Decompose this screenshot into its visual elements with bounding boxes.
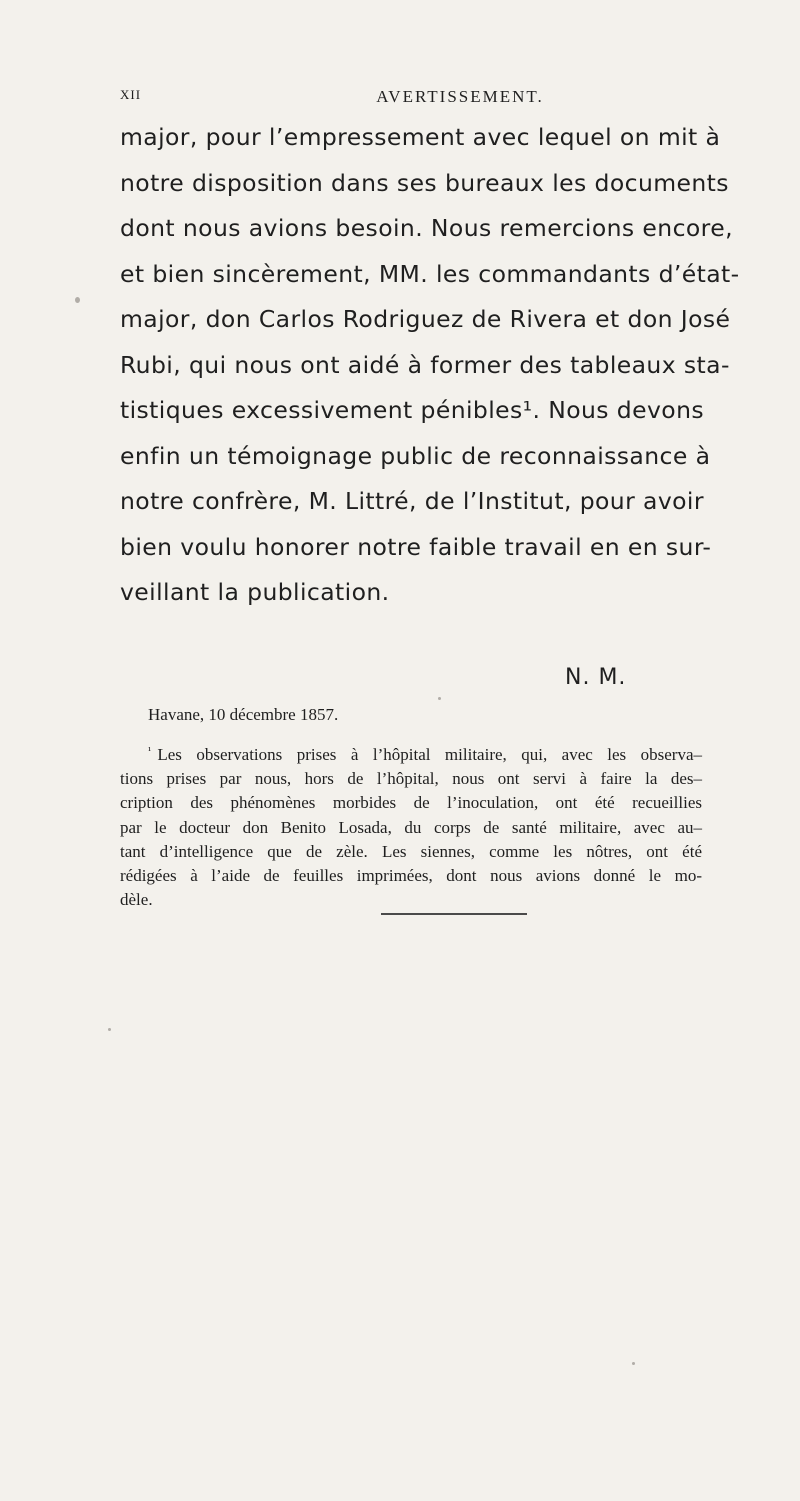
paper-speck [438,697,441,700]
paper-speck [632,1362,635,1365]
running-title: AVERTISSEMENT. [376,87,544,106]
body-line: major, don Carlos Rodriguez de Rivera et don José [120,305,731,333]
running-head [120,87,680,111]
place-date: Havane, 10 décembre 1857. [148,705,339,724]
body-line: tistiques excessivement pénibles¹. Nous devons [120,396,705,424]
footnote-line: tions prises par nous, hors de l’hôpital, nous ont servi à faire la des– [120,769,702,789]
body-line: veillant la publication. [120,578,390,606]
footnote-line: tant d’intelligence que de zèle. Les siennes, comme les nôtres, ont été [120,841,702,861]
body-line: bien voulu honorer notre faible travail en en sur- [120,532,712,561]
footnote-line [120,743,702,767]
body-line: major, pour l’empressement avec lequel on mit à [120,123,721,151]
footnote [120,743,702,912]
footnote-line: cription des phénomènes morbides de l’inoculation, ont été recueillies [120,793,702,813]
footnote-line-text: Les observations prises à l’hôpital militaire, qui, avec les observa– [157,745,702,764]
body-line: notre disposition dans ses bureaux les documents [120,168,729,197]
footnote-line: par le docteur don Benito Losada, du corps de santé militaire, avec au– [120,817,702,837]
end-rule [381,913,527,915]
page-number: XII [120,87,142,102]
signature: N. M. [565,665,627,690]
footnote-marker: ¹ [148,745,152,757]
footnote-line: rédigées à l’aide de feuilles imprimées, dont nous avions donné le mo- [120,865,702,885]
body-line: Rubi, qui nous ont aidé à former des tableaux sta- [120,350,730,379]
body-text [120,116,740,617]
body-line: et bien sincèrement, MM. les commandants d’état- [120,259,740,288]
footnote-line: dèle. [120,890,153,910]
paper-speck [75,297,80,303]
paper-speck [108,1028,111,1031]
body-line: dont nous avions besoin. Nous remercions encore, [120,214,733,242]
body-line: enfin un témoignage public de reconnaissance à [120,441,711,470]
body-line: notre confrère, M. Littré, de l’Institut, pour avoir [120,487,704,515]
